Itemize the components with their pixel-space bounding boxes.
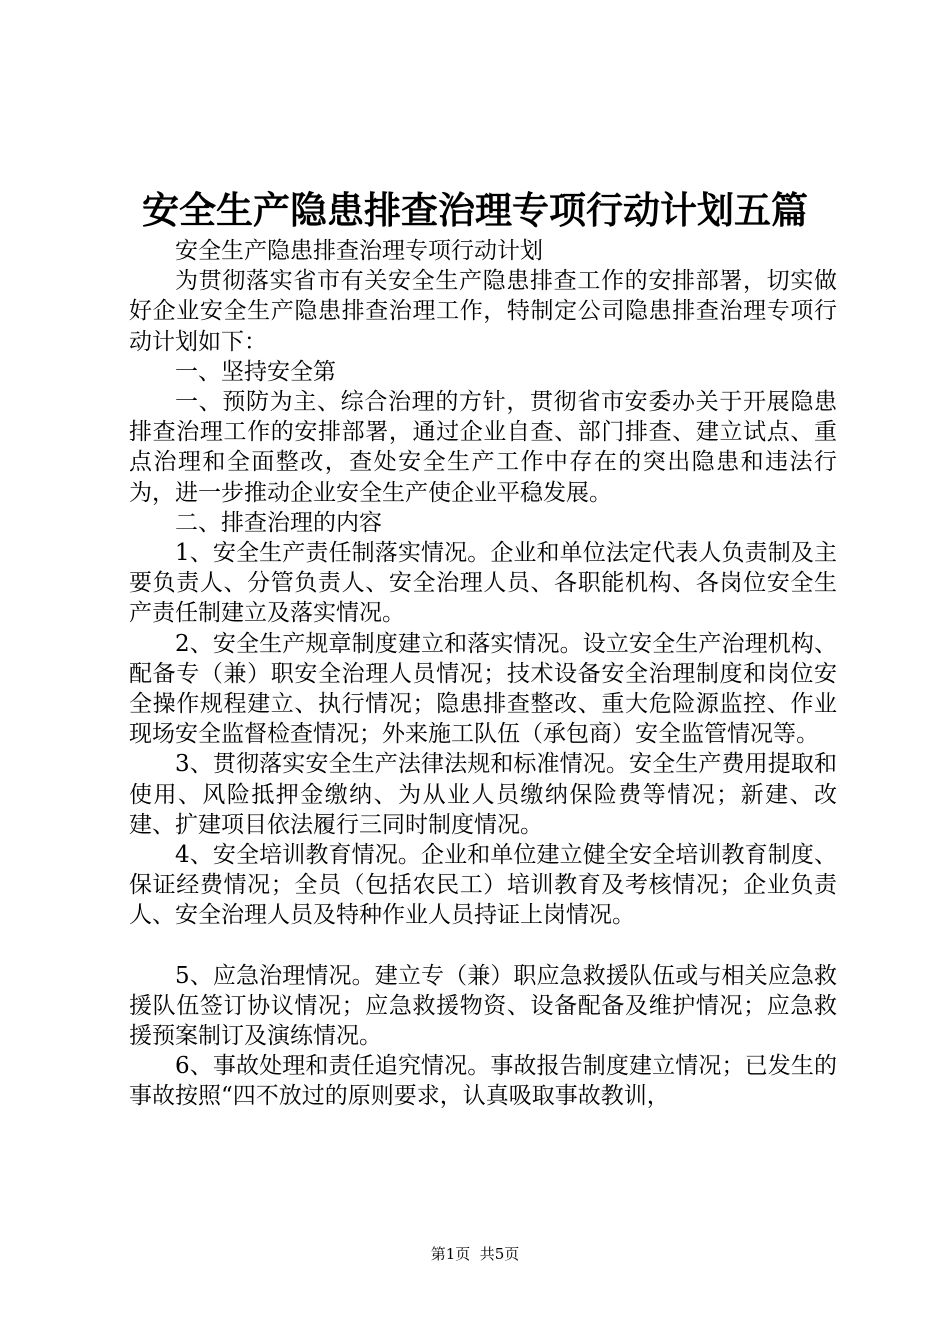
document-title: 安全生产隐患排查治理专项行动计划五篇: [142, 188, 808, 232]
paragraph-subtitle: 安全生产隐患排查治理专项行动计划: [175, 238, 543, 264]
paragraph-item-5: 5、应急治理情况。建立专（兼）职应急救援队伍或与相关应急救援队伍签订协议情况；应急救援物资、设备配备及维护情况；应急救援预案制订及演练情况。: [129, 962, 837, 1050]
paragraph-heading-1: 一、坚持安全第: [175, 358, 336, 385]
document-body: [129, 236, 837, 1112]
paragraph-spacer: [129, 931, 837, 961]
paragraph-item-6: 6、事故处理和责任追究情况。事故报告制度建立情况；已发生的事故按照“四不放过的原则要求，认真吸取事故教训，: [129, 1053, 837, 1110]
page-footer: 第1页 共5页: [430, 1245, 520, 1263]
paragraph-principle: 一、预防为主、综合治理的方针，贯彻省市安委办关于开展隐患排查治理工作的安排部署，通过企业自查、部门排查、建立试点、重点治理和全面整改，查处安全生产工作中存在的突出隐患和违法行为，进一步推动企业安全生产使企业平稳发展。: [129, 389, 837, 506]
paragraph-item-2: 2、安全生产规章制度建立和落实情况。设立安全生产治理机构、配备专（兼）职安全治理人员情况；技术设备安全治理制度和岗位安全操作规程建立、执行情况；隐患排查整改、重大危险源监控、作业现场安全监督检查情况；外来施工队伍（承包商）安全监管情况等。: [129, 630, 837, 748]
paragraph-heading-2: 二、排查治理的内容: [175, 509, 382, 536]
paragraph-item-3: 3、贯彻落实安全生产法律法规和标准情况。安全生产费用提取和使用、风险抵押金缴纳、为从业人员缴纳保险费等情况；新建、改建、扩建项目依法履行三同时制度情况。: [129, 751, 837, 838]
paragraph-intro: 为贯彻落实省市有关安全生产隐患排查工作的安排部署，切实做好企业安全生产隐患排查治理工作，特制定公司隐患排查治理专项行动计划如下：: [129, 268, 837, 355]
paragraph-item-4: 4、安全培训教育情况。企业和单位建立健全安全培训教育制度、保证经费情况；全员（包括农民工）培训教育及考核情况；企业负责人、安全治理人员及特种作业人员持证上岗情况。: [129, 842, 837, 929]
paragraph-item-1: 1、安全生产责任制落实情况。企业和单位法定代表人负责制及主要负责人、分管负责人、安全治理人员、各职能机构、各岗位安全生产责任制建立及落实情况。: [129, 540, 837, 627]
